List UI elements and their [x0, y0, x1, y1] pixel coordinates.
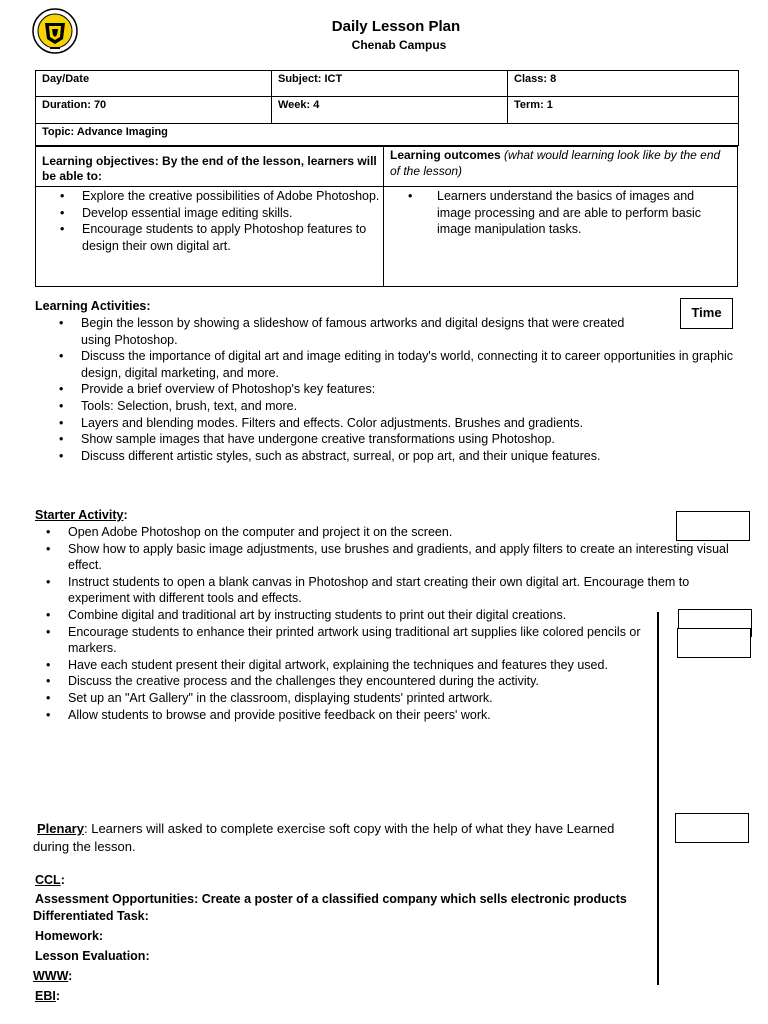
plenary-section: Plenary: Learners will asked to complete exercise soft copy with the help of what they have Learned during the lesson.	[33, 821, 615, 854]
list-item: • Show how to apply basic image adjustments, use brushes and gradients, and apply filters to create an interesting visual effect.	[22, 541, 732, 574]
www-label: WWW:	[33, 969, 73, 983]
time-box-plenary	[675, 813, 749, 843]
list-item: • Open Adobe Photoshop on the computer and project it on the screen.	[22, 524, 732, 541]
time-label-box: Time	[680, 298, 733, 329]
list-item: • Have each student present their digital artwork, explaining the techniques and features they used.	[22, 657, 732, 674]
topic-cell: Topic: Advance Imaging	[36, 124, 739, 146]
list-item: • Encourage students to apply Photoshop features to design their own digital art.	[36, 221, 383, 254]
lesson-info-table	[35, 70, 739, 146]
class-cell: Class: 8	[508, 71, 739, 97]
ccl-label: CCL:	[35, 873, 65, 887]
list-item: • Allow students to browse and provide positive feedback on their peers' work.	[22, 707, 732, 724]
list-item: • Instruct students to open a blank canvas in Photoshop and start creating their own digital art. Encourage them to experiment with different tools and effects.	[22, 574, 732, 607]
list-item: • Learners understand the basics of images and image processing and are able to perform basic image manipulation tasks.	[384, 188, 715, 238]
list-item: • Begin the lesson by showing a slideshow of famous artworks and digital designs that were created using Photoshop.	[35, 315, 735, 348]
objectives-list	[36, 188, 383, 254]
duration-cell: Duration: 70	[36, 97, 272, 124]
lesson-evaluation-label: Lesson Evaluation:	[35, 949, 150, 963]
differentiated-task-label: Differentiated Task:	[33, 909, 149, 923]
ebi-label: EBI:	[35, 989, 61, 1003]
page-title: Daily Lesson Plan	[331, 18, 461, 35]
list-item: • Tools: Selection, brush, text, and more.	[35, 398, 735, 415]
outcomes-header: Learning outcomes (what would learning look like by the end of the lesson)	[383, 146, 738, 187]
term-cell: Term: 1	[508, 97, 739, 124]
learning-activities-heading: Learning Activities:	[35, 299, 151, 313]
list-item: • Show sample images that have undergone creative transformations using Photoshop.	[35, 431, 735, 448]
activities-list	[35, 315, 735, 464]
list-item: • Layers and blending modes. Filters and effects. Color adjustments. Brushes and gradients.	[35, 415, 735, 432]
homework-label: Homework:	[35, 929, 104, 943]
activities-list-wrap	[35, 315, 735, 464]
list-item: • Discuss the creative process and the challenges they encountered during the activity.	[22, 673, 732, 690]
campus-name: Chenab Campus	[351, 38, 447, 52]
starter-activity-heading: Starter Activity:	[35, 508, 128, 522]
list-item: • Provide a brief overview of Photoshop's key features:	[35, 381, 735, 398]
outcomes-list-box	[383, 186, 738, 287]
starter-list-wrap	[22, 524, 732, 723]
vertical-divider-line	[657, 612, 659, 985]
day-date-cell: Day/Date	[36, 71, 272, 97]
outcomes-list	[384, 188, 715, 238]
list-item: • Develop essential image editing skills.	[36, 205, 383, 222]
objectives-header: Learning objectives: By the end of the lesson, learners will be able to:	[35, 146, 384, 187]
list-item: • Discuss the importance of digital art and image editing in today's world, connecting it to career opportunities in graphic design, digital marketing, and more.	[35, 348, 735, 381]
subject-cell: Subject: ICT	[272, 71, 508, 97]
week-cell: Week: 4	[272, 97, 508, 124]
starter-list	[22, 524, 732, 723]
list-item: • Set up an "Art Gallery" in the classroom, displaying students' printed artwork.	[22, 690, 732, 707]
list-item: • Combine digital and traditional art by instructing students to print out their digital creations.	[22, 607, 732, 624]
objectives-list-box	[35, 186, 384, 287]
assessment-opportunities: Assessment Opportunities: Create a poster of a classified company which sells electronic products	[35, 892, 627, 906]
list-item: • Discuss different artistic styles, such as abstract, surreal, or pop art, and their unique features.	[35, 448, 735, 465]
list-item: • Explore the creative possibilities of Adobe Photoshop.	[36, 188, 383, 205]
list-item: • Encourage students to enhance their printed artwork using traditional art supplies like colored pencils or markers.	[22, 624, 732, 657]
time-box-encourage	[677, 628, 751, 658]
